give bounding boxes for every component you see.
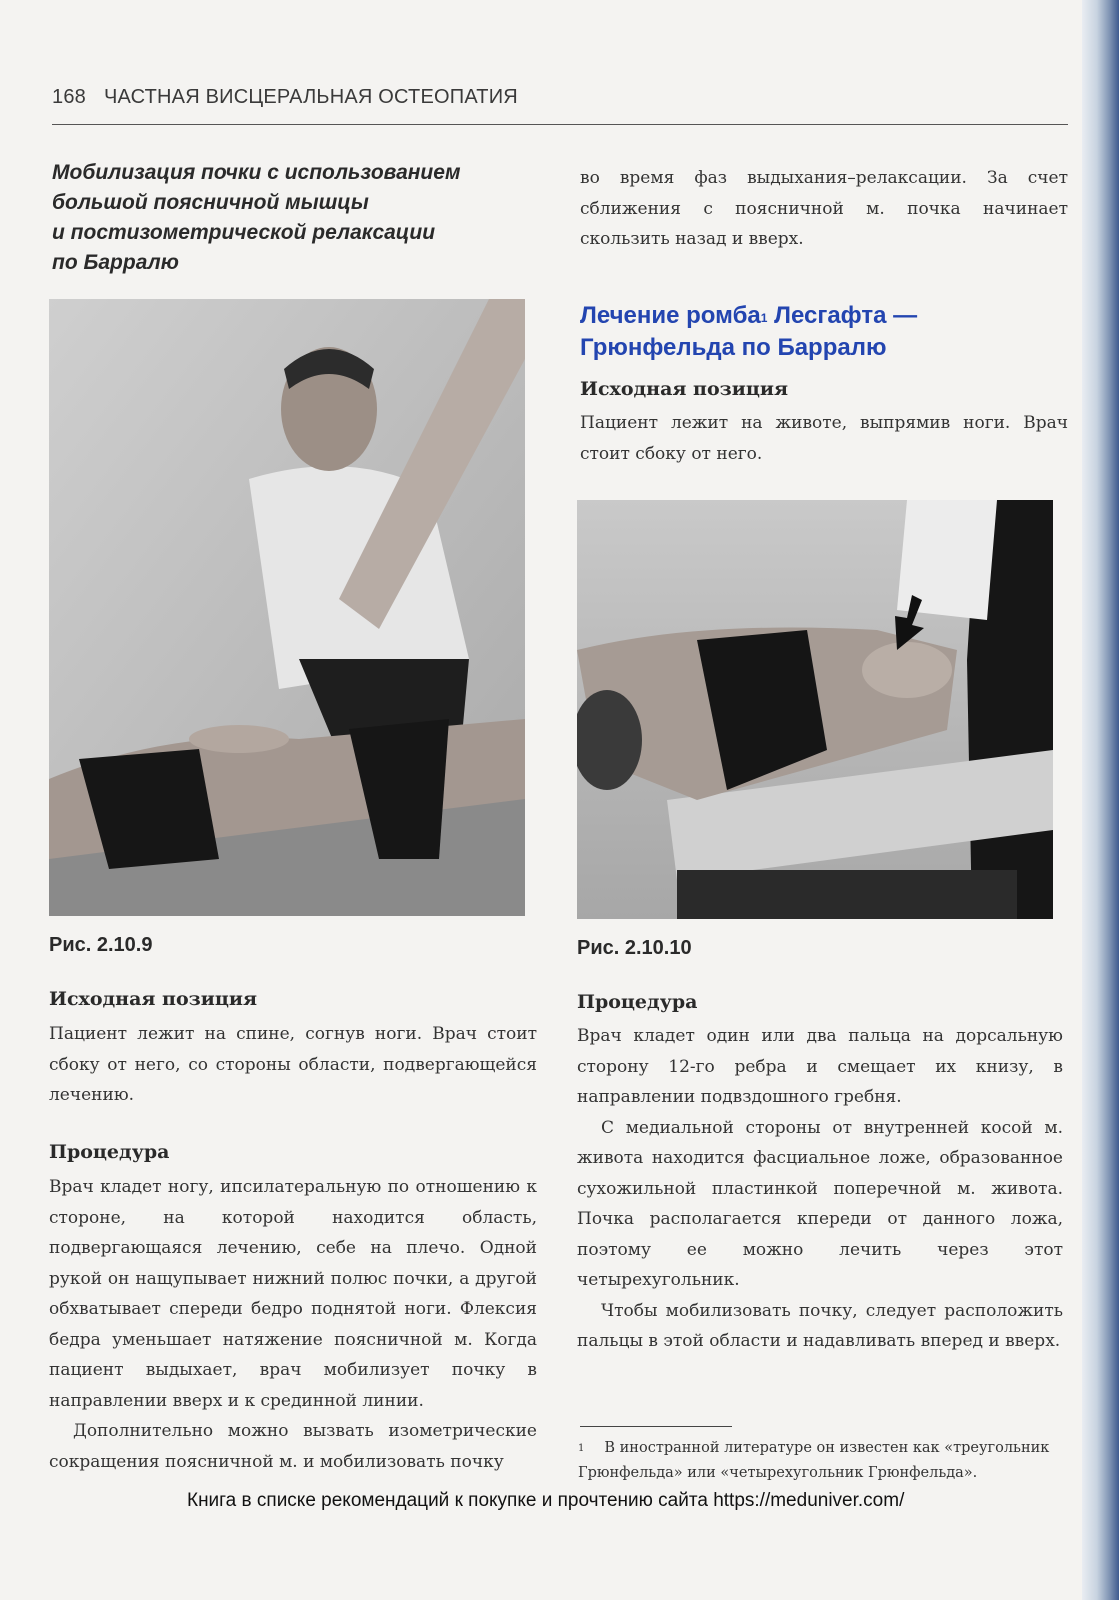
procedure-paragraph: С медиальной стороны от внутренней косой м. живота находится фасциальное ложе, образованное сухожильной пластинкой поперечной м. живота. Почка располагается кпереди от данного ложа, поэтому ее можно лечить через этот четырехугольник. xyxy=(577,1117,1063,1290)
footnote-ref: 1 xyxy=(760,311,768,325)
running-header xyxy=(52,86,1068,109)
procedure-text xyxy=(49,1172,537,1477)
section-heading: Лечение ромба$^1$ Лесгафта — Грюнфельда по Барралю xyxy=(580,302,918,361)
footnote xyxy=(578,1436,1062,1486)
running-title: ЧАСТНАЯ ВИСЦЕРАЛЬНАЯ ОСТЕОПАТИЯ xyxy=(103,86,518,108)
figure-2-10-10-photo xyxy=(577,500,1053,919)
procedure-text xyxy=(577,1021,1063,1357)
page-number: 168 xyxy=(52,86,86,108)
procedure-paragraph: Дополнительно можно вызвать изометрические сокращения поясничной м. и мобилизовать почку xyxy=(49,1421,537,1472)
photo-illustration xyxy=(577,500,1053,919)
procedure-heading: Процедура xyxy=(49,1141,170,1163)
start-position-text: Пациент лежит на спине, согнув ноги. Врач стоит сбоку от него, со стороны области, подвергающейся лечению. xyxy=(49,1024,537,1105)
footnote-mark: 1 xyxy=(578,1443,585,1454)
section-title: Мобилизация почки с использованием большой поясничной мышцы и постизометрической релаксации по Барралю xyxy=(52,161,461,274)
start-position-heading: Исходная позиция xyxy=(580,378,789,400)
continuation-text: во время фаз выдыхания–релаксации. За счет сближения с поясничной м. почка начинает скользить назад и вверх. xyxy=(580,168,1068,249)
page-edge xyxy=(1082,0,1119,1600)
start-position-heading: Исходная позиция xyxy=(49,988,258,1010)
procedure-paragraph: Врач кладет один или два пальца на дорсальную сторону 12-го ребра и смещает их книзу, в направлении подвздошного гребня. xyxy=(577,1026,1063,1107)
figure-caption: Рис. 2.10.9 xyxy=(49,934,153,956)
footnote-rule xyxy=(580,1426,732,1427)
procedure-heading: Процедура xyxy=(577,991,698,1013)
footnote-text: В иностранной литературе он известен как «треугольник Грюнфельда» или «четырехугольник Грюнфельда». xyxy=(578,1440,1050,1481)
photo-illustration xyxy=(49,299,525,916)
start-position-text: Пациент лежит на животе, выпрямив ноги. Врач стоит сбоку от него. xyxy=(580,413,1068,464)
figure-2-10-9-photo xyxy=(49,299,525,916)
procedure-paragraph: Чтобы мобилизовать почку, следует расположить пальцы в этой области и надавливать вперед и вверх. xyxy=(577,1300,1063,1351)
figure-caption: Рис. 2.10.10 xyxy=(577,937,692,959)
procedure-paragraph: Врач кладет ногу, ипсилатеральную по отношению к стороне, на которой находится область, подвергающаяся лечению, себе на плечо. Одной рукой он нащупывает нижний полюс почки, а другой обхватывает спереди бедро поднятой ноги. Флексия бедра уменьшает натяжение поясничной м. Когда пациент выдыхает, врач мобилизует почку в направлении вверх и к срединной линии. xyxy=(49,1177,537,1411)
watermark-text: Книга в списке рекомендаций к покупке и прочтению сайта https://meduniver.com/ xyxy=(187,1490,905,1511)
header-rule xyxy=(52,124,1068,125)
